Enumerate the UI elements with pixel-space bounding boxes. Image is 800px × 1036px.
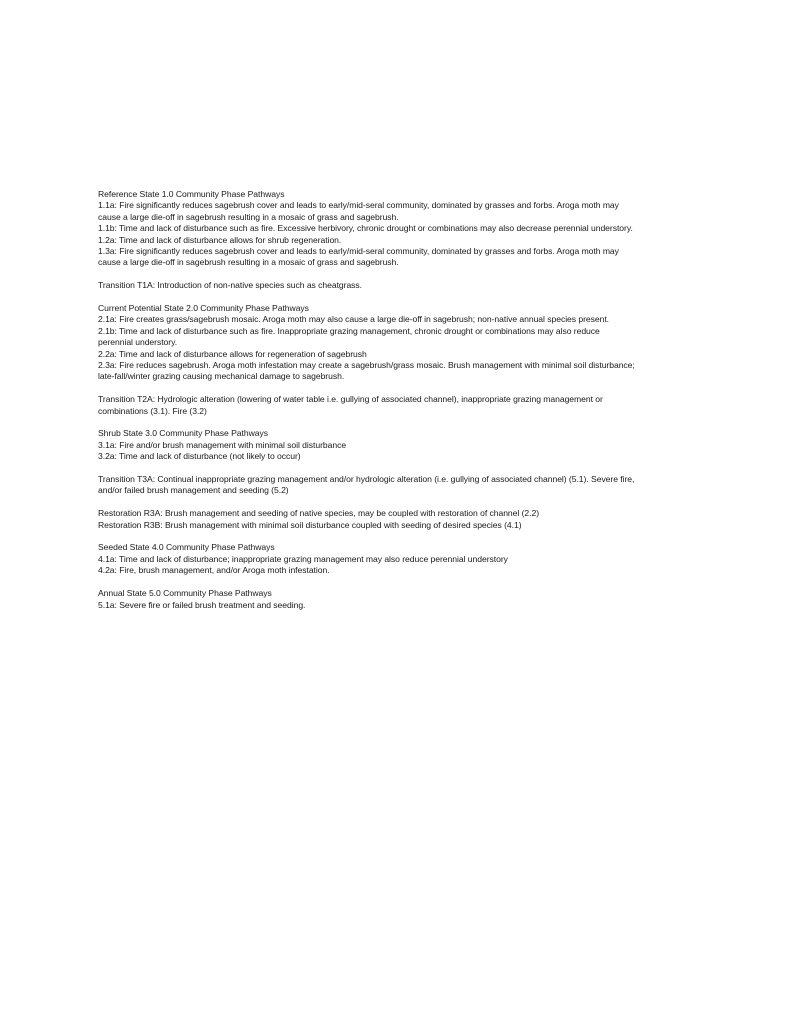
section-heading: Current Potential State 2.0 Community Phase Pathways [98,303,309,314]
text-line: 5.1a: Severe fire or failed brush treatment and seeding. [98,599,306,610]
text-line: 3.2a: Time and lack of disturbance (not likely to occur) [98,451,301,462]
section-heading: Shrub State 3.0 Community Phase Pathways [98,428,268,439]
text-line: 3.1a: Fire and/or brush management with minimal soil disturbance [98,439,347,450]
text-line: 1.3a: Fire significantly reduces sagebrush cover and leads to early/mid-seral community, dominated by grasses and forbs. Aroga moth may [98,246,619,257]
text-line: Restoration R3B: Brush management with minimal soil disturbance coupled with seeding of desired species (4.1) [98,519,522,530]
text-line: Transition T2A: Hydrologic alteration (lowering of water table i.e. gullying of associated channel), inappropriate grazing management or [98,394,603,405]
section-restoration [98,508,714,531]
section-reference-state-pathways [98,189,714,269]
section-transition-t3a [98,474,714,497]
text-line: 1.2a: Time and lack of disturbance allows for shrub regeneration. [98,234,342,245]
text-line: 1.1b: Time and lack of disturbance such as fire. Excessive herbivory, chronic drought or combinations may also decrease perennial understory. [98,223,633,234]
text-line: Transition T3A: Continual inappropriate grazing management and/or hydrologic alteration (i.e. gullying of associated channel) (5.1). Severe fire, [98,474,635,485]
text-line: 2.1b: Time and lack of disturbance such as fire. Inappropriate grazing management, chronic drought or combinations may also reduce [98,325,600,336]
section-seeded-state-pathways [98,542,714,576]
text-line: Transition T1A: Introduction of non-native species such as cheatgrass. [98,280,363,291]
text-line: late-fall/winter grazing causing mechanical damage to sagebrush. [98,371,345,382]
text-line: 4.2a: Fire, brush management, and/or Aroga moth infestation. [98,565,330,576]
section-heading: Reference State 1.0 Community Phase Pathways [98,189,285,199]
text-line: 2.2a: Time and lack of disturbance allows for regeneration of sagebrush [98,348,367,359]
text-line: cause a large die-off in sagebrush resulting in a mosaic of grass and sagebrush. [98,257,399,268]
text-line: combinations (3.1). Fire (3.2) [98,405,207,416]
section-transition-t2a [98,394,714,417]
section-heading: Seeded State 4.0 Community Phase Pathways [98,542,275,553]
section-heading: Annual State 5.0 Community Phase Pathways [98,588,272,599]
text-line: and/or failed brush management and seeding (5.2) [98,485,289,496]
text-line: Restoration R3A: Brush management and seeding of native species, may be coupled with restoration of channel (2.2) [98,508,540,519]
page-content [98,189,714,622]
text-line: 1.1a: Fire significantly reduces sagebrush cover and leads to early/mid-seral community, dominated by grasses and forbs. Aroga moth may [98,200,619,211]
section-transition-t1a [98,280,714,291]
text-line: 2.1a: Fire creates grass/sagebrush mosaic. Aroga moth may also cause a large die-off in sagebrush; non-native annual species present. [98,314,610,325]
text-line: cause a large die-off in sagebrush resulting in a mosaic of grass and sagebrush. [98,211,399,222]
text-line: 4.1a: Time and lack of disturbance; inappropriate grazing management may also reduce perennial understory [98,553,508,564]
text-line: perennial understory. [98,337,178,348]
section-current-potential-state-pathways [98,303,714,383]
text-line: 2.3a: Fire reduces sagebrush. Aroga moth infestation may create a sagebrush/grass mosaic. Brush management with minimal soil disturbance; [98,360,635,371]
section-shrub-state-pathways [98,428,714,462]
section-annual-state-pathways [98,588,714,611]
